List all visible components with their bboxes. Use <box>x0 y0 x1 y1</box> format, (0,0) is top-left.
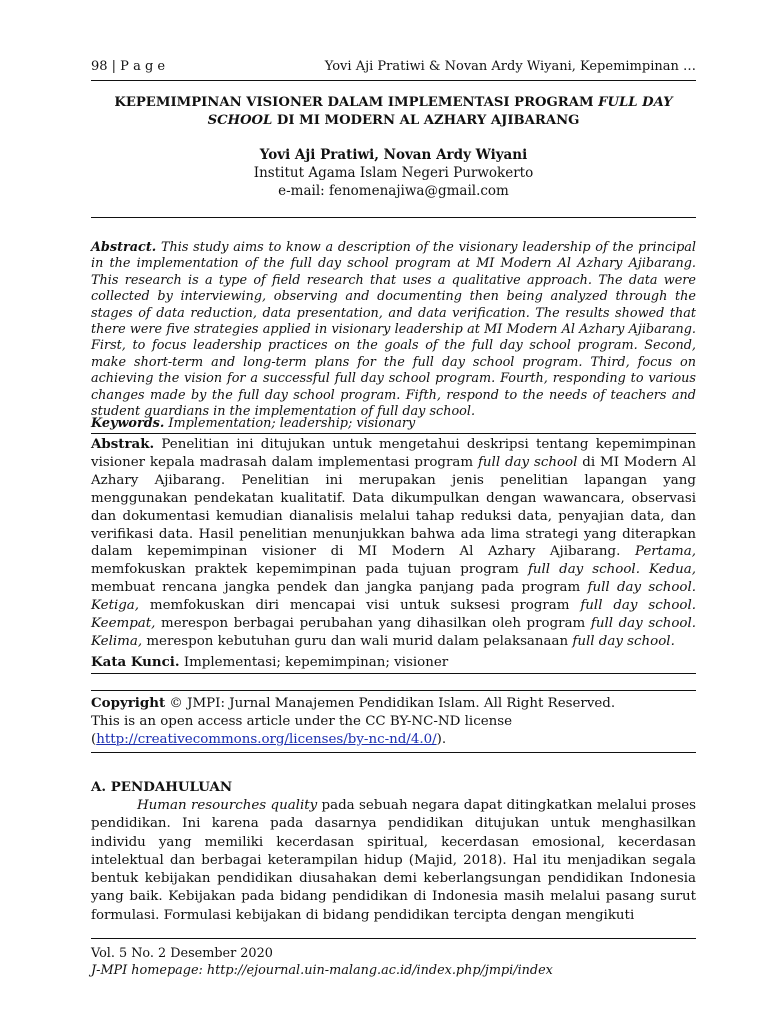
abstract-english <box>91 240 696 420</box>
paren-open: ( <box>91 732 97 747</box>
abstract-top-rule <box>91 217 696 218</box>
abstract-id-italic: full day school. Kelima, <box>91 616 696 649</box>
section-heading: A. PENDAHULUAN <box>91 779 233 795</box>
author-block <box>91 146 696 200</box>
keywords-en-label: Keywords. <box>91 416 165 431</box>
abstract-mid-rule <box>91 433 696 434</box>
abstract-id-italic: full day school. Keempat, <box>91 598 696 632</box>
abstract-id-seg: di MI Modern Al Azhary Ajibarang. Penelitian ini merupakan jenis penelitian lapangan yang menggunakan pendekatan kualitatif. Data dikumpulkan dengan wawancara, observasi dan dokumentasi kemudian dianalisis melalui tahap reduksi data, penyajian data, dan verifikasi data. Hasil penelitian menunjukkan bahwa ada lima strategi yang diterapkan dalam kepemimpinan visioner di MI Modern Al Azhary Ajibarang. <box>91 454 696 560</box>
keywords-id-label: Kata Kunci. <box>91 654 180 670</box>
title-part-3: DI MI MODERN AL AZHARY AJIBARANG <box>272 113 580 128</box>
abstract-id-italic: full day school. Kedua, <box>527 562 697 578</box>
abstract-id-seg: membuat rencana jangka pendek dan jangka panjang pada program <box>91 580 588 596</box>
license-link-line <box>91 731 696 749</box>
copyright-top-rule <box>91 690 696 691</box>
journal-page <box>91 0 696 1024</box>
article-title <box>91 94 696 130</box>
keywords-indonesian <box>91 654 696 671</box>
copyright-line <box>91 694 696 713</box>
title-part-2: FULL DAY SCHOOL <box>207 95 673 128</box>
abstract-bottom-rule <box>91 673 696 674</box>
abstract-indonesian <box>91 436 696 651</box>
footer-volume: Vol. 5 No. 2 Desember 2020 <box>91 946 273 961</box>
paren-close: ). <box>436 732 447 747</box>
author-names: Yovi Aji Pratiwi, Novan Ardy Wiyani <box>259 147 528 163</box>
page-number: 98 | P a g e <box>91 59 166 74</box>
section-paragraph <box>91 797 696 925</box>
abstract-id-seg: merespon kebutuhan guru dan wali murid dalam pelaksanaan <box>142 633 573 649</box>
copyright-block <box>91 694 696 749</box>
page-footer <box>91 945 696 979</box>
footer-rule <box>91 938 696 939</box>
copyright-label: Copyright <box>91 695 166 711</box>
abstract-id-seg: merespon berbagai perubahan yang dihasilkan oleh program <box>155 616 591 632</box>
copyright-text: © JMPI: Jurnal Manajemen Pendidikan Islam. All Right Reserved. <box>165 696 616 711</box>
abstract-id-seg: memfokuskan praktek kepemimpinan pada tujuan program <box>91 562 528 578</box>
footer-homepage: J-MPI homepage: http://ejournal.uin-malang.ac.id/index.php/jmpi/index <box>91 963 553 978</box>
abstract-id-label: Abstrak. <box>91 436 155 452</box>
title-part-1: KEPEMIMPINAN VISIONER DALAM IMPLEMENTASI PROGRAM <box>114 95 599 110</box>
running-title: Yovi Aji Pratiwi & Novan Ardy Wiyani, Kepemimpinan … <box>324 59 696 74</box>
header-rule <box>91 80 696 81</box>
abstract-id-italic: Pertama, <box>634 544 696 560</box>
abstract-id-seg: Penelitian ini ditujukan untuk mengetahui deskripsi tentang kepemimpinan visioner kepala madrasah dalam implementasi program <box>91 437 696 470</box>
keywords-id-text: Implementasi; kepemimpinan; visioner <box>179 655 449 670</box>
author-email: e-mail: fenomenajiwa@gmail.com <box>278 183 509 199</box>
abstract-id-italic: full day school. Ketiga, <box>91 580 696 614</box>
copyright-bottom-rule <box>91 752 696 753</box>
abstract-en-label: Abstract. <box>91 240 157 255</box>
abstract-id-seg: memfokuskan diri mencapai visi untuk suksesi program <box>139 598 581 614</box>
keywords-english <box>91 416 696 432</box>
author-affiliation: Institut Agama Islam Negeri Purwokerto <box>253 165 534 181</box>
paragraph-lead: Human resourches quality <box>137 798 318 813</box>
paragraph-text: pada sebuah negara dapat ditingkatkan melalui proses pendidikan. Ini karena pada dasarnya pendidikan ditujukan untuk menghasilkan individu yang memiliki kecerdasan spiritual, kecerdasan emosional, kecerdasan intelektual dan berbagai keterampilan hidup (Majid, 2018). Hal itu menjadikan segala bentuk kebijakan pendidikan diusahakan demi keberlangsungan pendidikan Indonesia yang baik. Kebijakan pada bidang pendidikan di Indonesia masih melalui pasang surut formulasi. Formulasi kebijakan di bidang pendidikan tercipta dengan mengikuti <box>91 798 697 923</box>
license-line: This is an open access article under the CC BY-NC-ND license <box>91 714 513 729</box>
abstract-en-text: This study aims to know a description of the visionary leadership of the principal in the implementation of the full day school program at MI Modern Al Azhary Ajibarang. This research is a type of field research that uses a qualitative approach. The data were collected by interviewing, observing and documenting then being analyzed through the stages of data reduction, data presentation, and data verification. The results showed that there were five strategies applied in visionary leadership at MI Modern Al Azhary Ajibarang. First, to focus leadership practices on the goals of the full day school program. Second, make short-term and long-term plans for the full day school program. Third, focus on achieving the vision for a successful full day school program. Fourth, responding to various changes made by the full day school program. Fifth, respond to the needs of teachers and student guardians in the implementation of full day school. <box>91 240 696 420</box>
keywords-en-text: Implementation; leadership; visionary <box>164 416 416 431</box>
abstract-id-italic: full day school. <box>572 633 675 649</box>
license-link[interactable]: http://creativecommons.org/licenses/by-nc-nd/4.0/ <box>96 732 437 747</box>
abstract-id-italic: full day school <box>477 454 578 470</box>
